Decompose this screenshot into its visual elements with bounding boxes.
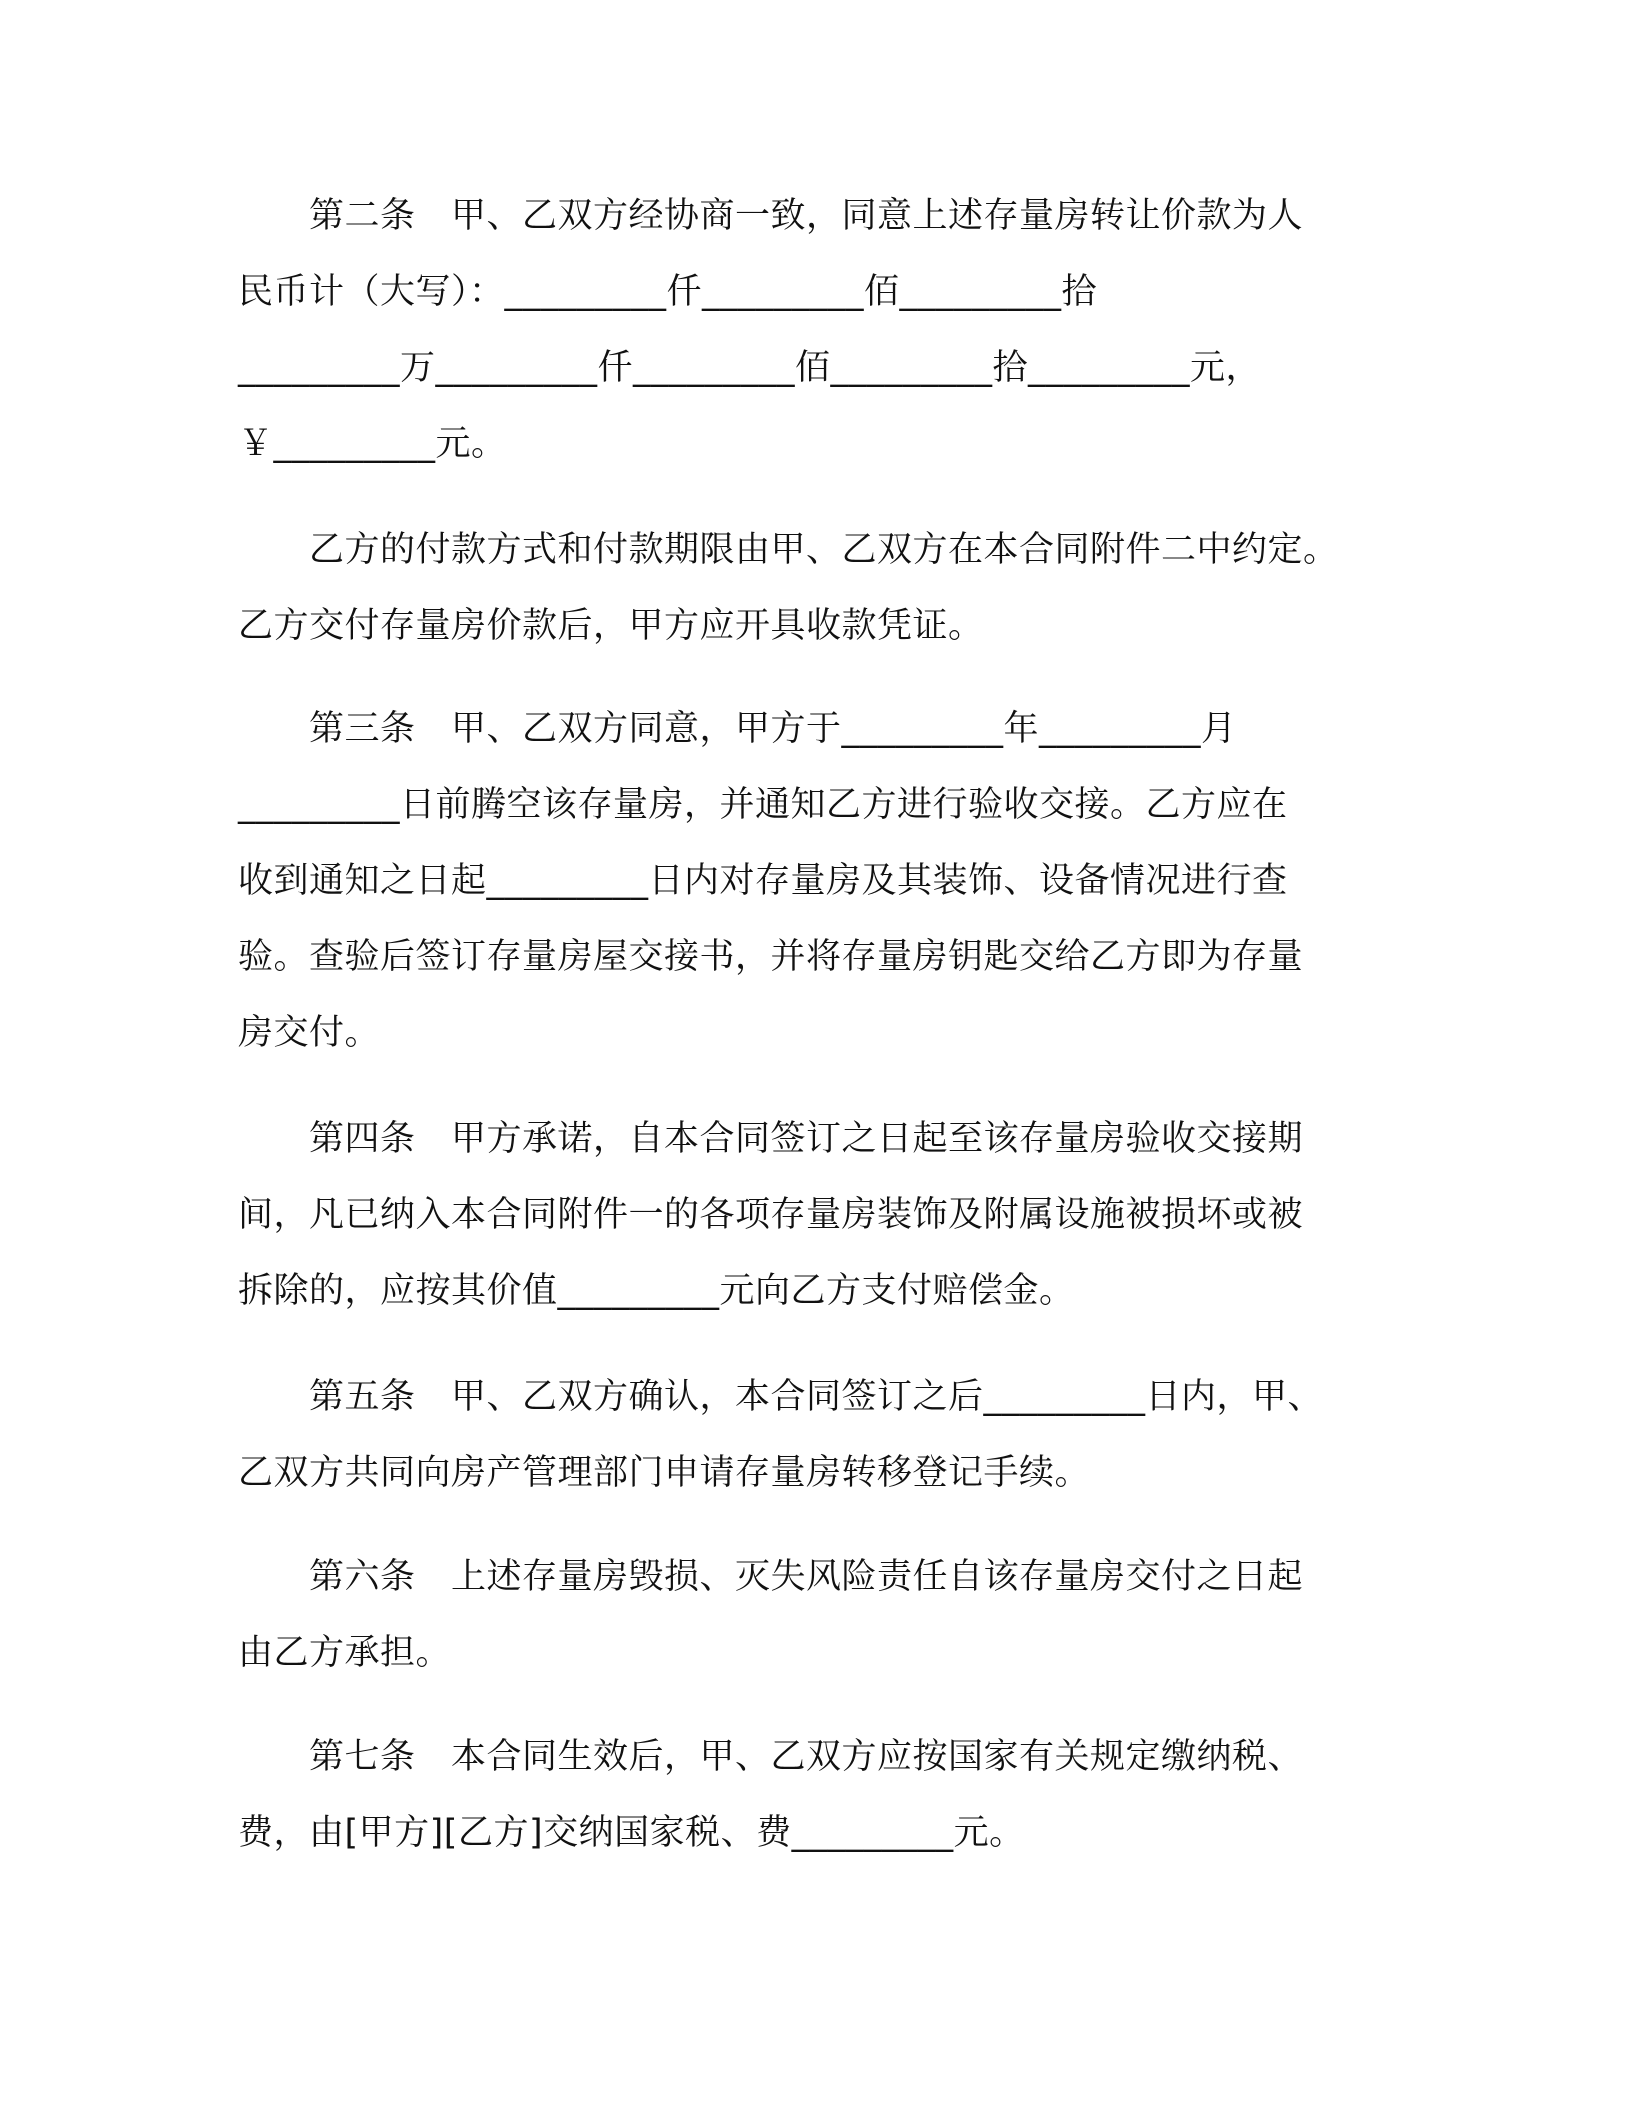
clause-6-line-1: 第六条 上述存量房毁损、灭失风险责任自该存量房交付之日起 [238, 1557, 1304, 1597]
clause-5-line-2: 乙双方共同向房产管理部门申请存量房转移登记手续。 [238, 1453, 1091, 1493]
clause-5-line-1: 第五条 甲、乙双方确认，本合同签订之后_________日内，甲、 [238, 1377, 1324, 1417]
payment-paragraph-line-2: 乙方交付存量房价款后，甲方应开具收款凭证。 [238, 606, 984, 646]
clause-3-line-3: 收到通知之日起_________日内对存量房及其装饰、设备情况进行查 [238, 861, 1288, 901]
clause-7-line-2: 费，由[甲方][乙方]交纳国家税、费_________元。 [238, 1813, 1025, 1853]
clause-3-line-1: 第三条 甲、乙双方同意，甲方于_________年_________月 [238, 709, 1237, 749]
clause-2-line-3: _________万_________仟_________佰_________拾_________元， [238, 348, 1262, 388]
clause-3-line-4: 验。查验后签订存量房屋交接书，并将存量房钥匙交给乙方即为存量 [238, 937, 1304, 977]
clause-2-line-1: 第二条 甲、乙双方经协商一致，同意上述存量房转让价款为人 [238, 196, 1304, 236]
clause-2-line-2: 民币计（大写）：_________仟_________佰_________拾 [238, 272, 1098, 312]
payment-paragraph-line-1: 乙方的付款方式和付款期限由甲、乙双方在本合同附件二中约定。 [238, 530, 1339, 570]
clause-4-line-1: 第四条 甲方承诺，自本合同签订之日起至该存量房验收交接期 [238, 1119, 1304, 1159]
clause-7-line-1: 第七条 本合同生效后，甲、乙双方应按国家有关规定缴纳税、 [238, 1737, 1304, 1777]
clause-6-line-2: 由乙方承担。 [238, 1633, 452, 1673]
clause-3-line-2: _________日前腾空该存量房，并通知乙方进行验收交接。乙方应在 [238, 785, 1288, 825]
clause-4-line-2: 间，凡已纳入本合同附件一的各项存量房装饰及附属设施被损坏或被 [238, 1195, 1304, 1235]
clause-4-line-3: 拆除的，应按其价值_________元向乙方支付赔偿金。 [238, 1271, 1075, 1311]
clause-3-line-5: 房交付。 [238, 1013, 381, 1053]
clause-2-line-4: ￥_________元。 [238, 424, 507, 464]
